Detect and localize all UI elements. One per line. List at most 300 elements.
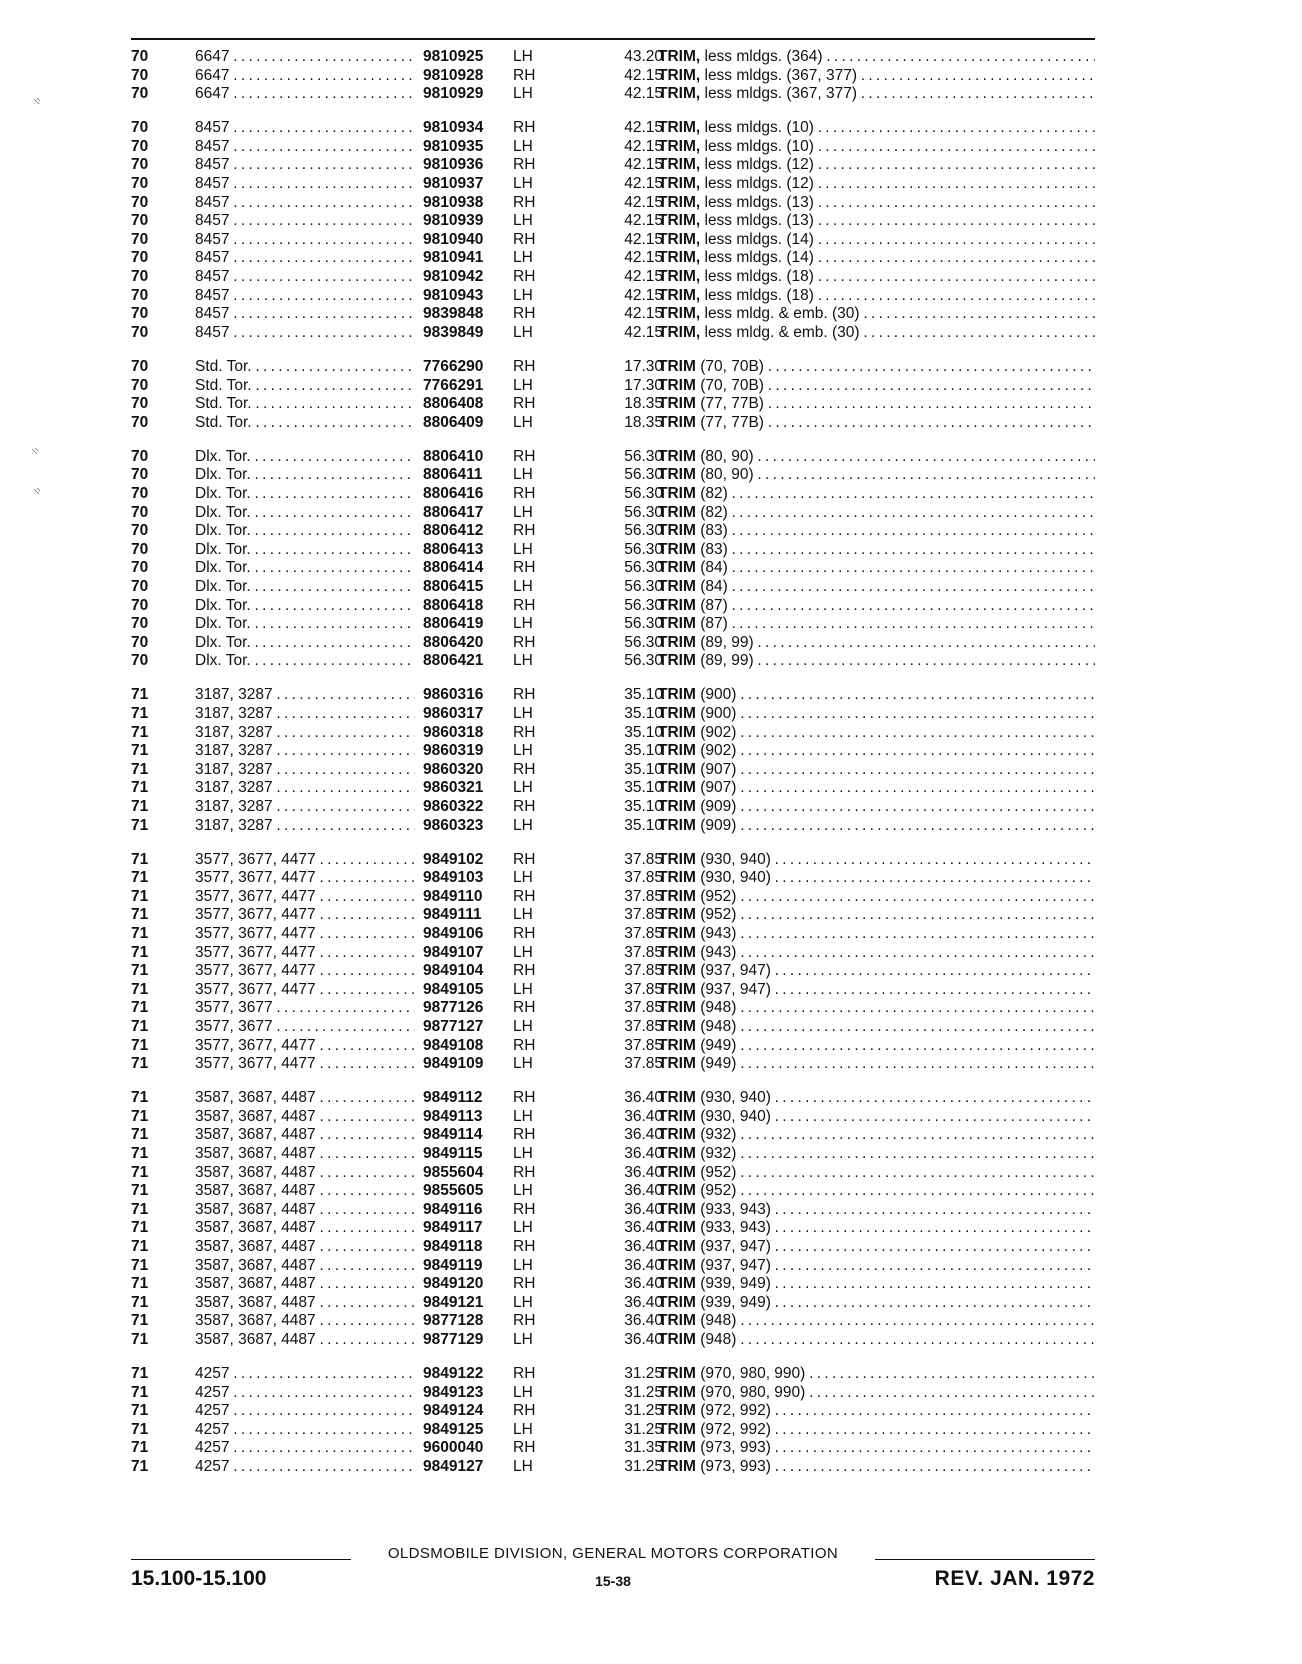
description-keyword: TRIM,: [658, 230, 701, 248]
description-keyword: TRIM: [658, 962, 696, 980]
price: 36.40: [624, 1089, 663, 1107]
price: 36.40: [624, 1107, 663, 1125]
part-number: 9860317: [423, 705, 484, 722]
model-numbers: 3187, 3287 . . .: [195, 686, 415, 705]
price: 37.85: [624, 999, 663, 1017]
model-numbers: 4257 . . .: [195, 1421, 415, 1440]
description-keyword: TRIM: [658, 686, 696, 704]
part-number: 8806410: [423, 447, 484, 465]
side: LH: [513, 1383, 533, 1401]
model-numbers: 3577, 3677 . . .: [195, 999, 415, 1018]
price: 36.40: [624, 1275, 663, 1293]
group-number: 71: [131, 1458, 149, 1476]
price: 42.15: [624, 230, 663, 248]
group-number: 70: [131, 577, 149, 595]
part-number: 9849125: [423, 1420, 484, 1438]
side: LH: [513, 577, 533, 595]
part-number: 9860322: [423, 797, 484, 815]
description-text: (943): [695, 925, 737, 943]
table-row: [131, 1219, 1095, 1238]
part-number: 8806415: [423, 577, 484, 595]
part-number: 9810925: [423, 48, 484, 65]
part-number: 9855604: [423, 1163, 484, 1181]
model-numbers: 8457 . . .: [195, 231, 415, 250]
group-number: 71: [131, 1420, 149, 1438]
model-numbers: 3577, 3677, 4477 . . .: [195, 888, 415, 907]
description-keyword: TRIM: [658, 850, 696, 868]
group-number: 71: [131, 1293, 149, 1311]
table-row: [131, 485, 1095, 504]
description-keyword: TRIM: [658, 1182, 696, 1200]
description: [658, 138, 1095, 157]
side: RH: [513, 686, 536, 704]
model-numbers: 8457 . . .: [195, 212, 415, 231]
description-text: less mldgs. (14): [700, 249, 814, 267]
description-keyword: TRIM: [658, 559, 696, 577]
description-text: (907): [695, 779, 737, 797]
description-keyword: TRIM: [658, 1458, 696, 1476]
part-number: 8806421: [423, 652, 484, 670]
side: RH: [513, 1238, 536, 1256]
model-numbers: Dlx. Tor. . . .: [195, 466, 415, 485]
description: [658, 448, 1095, 467]
table-row: [131, 1238, 1095, 1257]
price: 36.40: [624, 1182, 663, 1200]
part-number: 9849112: [423, 1089, 483, 1107]
model-numbers: 3187, 3287 . . .: [195, 724, 415, 743]
description-keyword: TRIM,: [658, 212, 701, 230]
model-numbers: 4257 . . .: [195, 1439, 415, 1458]
side: LH: [513, 413, 533, 431]
table-row: [131, 686, 1095, 705]
description-text: (900): [695, 686, 737, 704]
side: LH: [513, 540, 533, 558]
description: [658, 888, 1095, 907]
description-keyword: TRIM: [658, 503, 696, 521]
row-group: [131, 119, 1095, 342]
model-numbers: 4257 . . .: [195, 1384, 415, 1403]
description-keyword: TRIM: [658, 1312, 696, 1330]
model-numbers: 3587, 3687, 4487 . . .: [195, 1108, 415, 1127]
description: [658, 268, 1095, 287]
model-numbers: 3587, 3687, 4487 . . .: [195, 1275, 415, 1294]
table-row: [131, 1365, 1095, 1384]
table-row: [131, 1331, 1095, 1350]
description-keyword: TRIM: [658, 484, 696, 502]
price: 35.10: [624, 779, 663, 797]
part-number: 9810938: [423, 193, 484, 211]
side: RH: [513, 230, 536, 248]
table-row: [131, 414, 1095, 433]
model-numbers: Std. Tor. . . .: [195, 414, 415, 433]
price: 37.85: [624, 962, 663, 980]
description-text: (909): [695, 797, 737, 815]
description-text: less mldg. & emb. (30): [700, 305, 860, 323]
group-number: 70: [131, 286, 149, 304]
description-keyword: TRIM: [658, 1036, 696, 1054]
description-keyword: TRIM: [658, 1439, 696, 1457]
group-number: 70: [131, 395, 149, 413]
description: [658, 652, 1095, 671]
price: 31.25: [624, 1402, 663, 1420]
description-text: (937, 947): [695, 980, 771, 998]
top-rule: [131, 38, 1095, 40]
description-keyword: TRIM: [658, 577, 696, 595]
description: [658, 504, 1095, 523]
group-number: 71: [131, 1089, 149, 1107]
description-keyword: TRIM: [658, 980, 696, 998]
description: [658, 194, 1095, 213]
description: [658, 249, 1095, 268]
description-text: (902): [695, 742, 737, 760]
description: [658, 559, 1095, 578]
description-text: (932): [695, 1145, 737, 1163]
description-text: less mldgs. (10): [700, 119, 814, 137]
description: [658, 48, 1095, 67]
model-numbers: Dlx. Tor. . . .: [195, 597, 415, 616]
group-number: 71: [131, 1439, 149, 1457]
side: RH: [513, 119, 536, 137]
description-text: (952): [695, 887, 737, 905]
description: [658, 231, 1095, 250]
table-row: [131, 1164, 1095, 1183]
description-keyword: TRIM,: [658, 193, 701, 211]
description: [658, 705, 1095, 724]
model-numbers: 8457 . . .: [195, 305, 415, 324]
part-number: 9877127: [423, 1018, 484, 1035]
description-keyword: TRIM: [658, 540, 696, 558]
description: [658, 1219, 1095, 1238]
description: [658, 1182, 1095, 1201]
group-number: 71: [131, 1219, 149, 1237]
group-number: 70: [131, 249, 149, 267]
table-row: [131, 1275, 1095, 1294]
description-text: (937, 947): [695, 1256, 771, 1274]
table-row: [131, 67, 1095, 86]
model-numbers: Dlx. Tor. . . .: [195, 448, 415, 467]
description: [658, 851, 1095, 870]
table-row: [131, 798, 1095, 817]
description-keyword: TRIM: [658, 376, 696, 394]
side: RH: [513, 1439, 536, 1457]
description-keyword: TRIM: [658, 395, 696, 413]
part-number: 8806418: [423, 596, 484, 614]
price: 42.15: [624, 137, 663, 155]
description: [658, 1294, 1095, 1313]
table-row: [131, 1182, 1095, 1201]
part-number: 9877128: [423, 1312, 484, 1330]
description-keyword: TRIM: [658, 1219, 696, 1237]
description: [658, 1018, 1095, 1037]
description-keyword: TRIM,: [658, 305, 701, 323]
side: LH: [513, 48, 533, 65]
model-numbers: 3577, 3677, 4477 . . .: [195, 944, 415, 963]
part-number: 9810941: [423, 249, 484, 267]
description-text: (930, 940): [695, 1107, 771, 1125]
group-number: 71: [131, 1402, 149, 1420]
part-number: 8806413: [423, 540, 484, 558]
part-number: 9849104: [423, 962, 484, 980]
model-numbers: 8457 . . .: [195, 324, 415, 343]
price: 36.40: [624, 1219, 663, 1237]
description-keyword: TRIM: [658, 742, 696, 760]
table-row: [131, 817, 1095, 836]
price: 36.40: [624, 1126, 663, 1144]
description-keyword: TRIM: [658, 723, 696, 741]
description-keyword: TRIM: [658, 760, 696, 778]
description-text: (83): [695, 522, 728, 540]
model-numbers: 3187, 3287 . . .: [195, 742, 415, 761]
group-number: 70: [131, 633, 149, 651]
description-keyword: TRIM: [658, 596, 696, 614]
price: 35.10: [624, 723, 663, 741]
side: RH: [513, 999, 536, 1017]
side: LH: [513, 1055, 533, 1073]
table-row: [131, 358, 1095, 377]
description: [658, 761, 1095, 780]
group-number: 71: [131, 1256, 149, 1274]
group-number: 70: [131, 652, 149, 670]
group-number: 71: [131, 816, 149, 834]
table-row: [131, 1439, 1095, 1458]
description-keyword: TRIM: [658, 1107, 696, 1125]
model-numbers: Dlx. Tor. . . .: [195, 652, 415, 671]
group-number: 71: [131, 1018, 149, 1035]
group-number: 71: [131, 760, 149, 778]
group-number: 71: [131, 962, 149, 980]
description: [658, 981, 1095, 1000]
model-numbers: 8457 . . .: [195, 175, 415, 194]
part-number: 9600040: [423, 1439, 484, 1457]
table-row: [131, 761, 1095, 780]
model-numbers: 3187, 3287 . . .: [195, 798, 415, 817]
description: [658, 1402, 1095, 1421]
part-number: 9839848: [423, 305, 484, 323]
model-numbers: 3577, 3677 . . .: [195, 1018, 415, 1037]
description-keyword: TRIM: [658, 633, 696, 651]
side: RH: [513, 395, 536, 413]
model-numbers: 3587, 3687, 4487 . . .: [195, 1145, 415, 1164]
side: RH: [513, 797, 536, 815]
price: 36.40: [624, 1163, 663, 1181]
price: 42.15: [624, 85, 663, 103]
group-number: 70: [131, 522, 149, 540]
table-row: [131, 395, 1095, 414]
model-numbers: 4257 . . .: [195, 1365, 415, 1384]
model-numbers: 8457 . . .: [195, 249, 415, 268]
group-number: 71: [131, 1331, 149, 1348]
description: [658, 1145, 1095, 1164]
description-text: (70, 70B): [695, 376, 764, 394]
side: RH: [513, 1036, 536, 1054]
part-number: 9810942: [423, 268, 484, 286]
description-text: less mldgs. (12): [700, 175, 814, 193]
description-keyword: TRIM: [658, 779, 696, 797]
description: [658, 395, 1095, 414]
description: [658, 1164, 1095, 1183]
table-row: [131, 742, 1095, 761]
side: LH: [513, 1420, 533, 1438]
side: RH: [513, 596, 536, 614]
description-text: (948): [695, 1018, 737, 1035]
model-numbers: Dlx. Tor. . . .: [195, 541, 415, 560]
group-number: 70: [131, 540, 149, 558]
description-keyword: TRIM: [658, 1293, 696, 1311]
table-row: [131, 615, 1095, 634]
side: RH: [513, 962, 536, 980]
table-row: [131, 1421, 1095, 1440]
part-number: 9855605: [423, 1182, 484, 1200]
side: LH: [513, 652, 533, 670]
part-number: 8806417: [423, 503, 484, 521]
table-row: [131, 578, 1095, 597]
price: 31.35: [624, 1439, 663, 1457]
description-keyword: TRIM,: [658, 119, 701, 137]
group-number: 71: [131, 1163, 149, 1181]
model-numbers: 3587, 3687, 4487 . . .: [195, 1182, 415, 1201]
price: 56.30: [624, 522, 663, 540]
model-numbers: 3587, 3687, 4487 . . .: [195, 1126, 415, 1145]
group-number: 70: [131, 85, 149, 103]
table-row: [131, 138, 1095, 157]
model-numbers: 8457 . . .: [195, 287, 415, 306]
part-number: 9849123: [423, 1383, 484, 1401]
table-row: [131, 231, 1095, 250]
price: 42.15: [624, 286, 663, 304]
description-text: less mldgs. (367, 377): [700, 85, 857, 103]
side: LH: [513, 943, 533, 961]
side: LH: [513, 705, 533, 722]
price: 56.30: [624, 633, 663, 651]
group-number: 71: [131, 850, 149, 868]
description: [658, 1331, 1095, 1350]
price: 42.15: [624, 249, 663, 267]
description-keyword: TRIM,: [658, 66, 701, 84]
group-number: 70: [131, 413, 149, 431]
table-row: [131, 504, 1095, 523]
price: 31.25: [624, 1458, 663, 1476]
description-keyword: TRIM,: [658, 48, 701, 65]
table-row: [131, 851, 1095, 870]
description-text: (952): [695, 1182, 737, 1200]
side: RH: [513, 850, 536, 868]
description-text: (930, 940): [695, 1089, 771, 1107]
description-keyword: TRIM: [658, 999, 696, 1017]
description-keyword: TRIM: [658, 615, 696, 633]
description-text: (949): [695, 1036, 737, 1054]
model-numbers: Dlx. Tor. . . .: [195, 634, 415, 653]
description: [658, 1108, 1095, 1127]
group-number: 70: [131, 66, 149, 84]
group-number: 71: [131, 797, 149, 815]
price: 42.15: [624, 268, 663, 286]
side: RH: [513, 193, 536, 211]
price: 43.20: [624, 48, 663, 65]
model-numbers: Std. Tor. . . .: [195, 358, 415, 377]
table-row: [131, 724, 1095, 743]
table-row: [131, 156, 1095, 175]
part-number: 8806412: [423, 522, 484, 540]
footer-revision: REV. JAN. 1972: [934, 1567, 1095, 1590]
model-numbers: 3577, 3677, 4477 . . .: [195, 851, 415, 870]
row-group: [131, 48, 1095, 104]
side: LH: [513, 212, 533, 230]
price: 17.30: [624, 376, 663, 394]
side: RH: [513, 66, 536, 84]
description: [658, 67, 1095, 86]
price: 56.30: [624, 484, 663, 502]
side: LH: [513, 1107, 533, 1125]
description-keyword: TRIM: [658, 943, 696, 961]
side: LH: [513, 1018, 533, 1035]
description-text: (77, 77B): [695, 413, 764, 431]
price: 37.85: [624, 943, 663, 961]
description-keyword: TRIM: [658, 1275, 696, 1293]
part-number: 9860316: [423, 686, 484, 704]
side: RH: [513, 1365, 536, 1383]
price: 37.85: [624, 869, 663, 887]
group-number: 70: [131, 447, 149, 465]
part-number: 9849124: [423, 1402, 484, 1420]
group-number: 70: [131, 323, 149, 341]
description: [658, 1126, 1095, 1145]
side: RH: [513, 887, 536, 905]
table-row: [131, 1402, 1095, 1421]
part-number: 9810936: [423, 156, 484, 174]
description: [658, 522, 1095, 541]
price: 56.30: [624, 577, 663, 595]
side: LH: [513, 376, 533, 394]
description: [658, 1458, 1095, 1477]
description: [658, 634, 1095, 653]
description: [658, 869, 1095, 888]
description-text: (70, 70B): [695, 357, 764, 375]
description-text: (948): [695, 1331, 737, 1348]
description: [658, 1365, 1095, 1384]
description: [658, 541, 1095, 560]
group-number: 70: [131, 305, 149, 323]
part-number: 9849115: [423, 1145, 483, 1163]
table-row: [131, 377, 1095, 396]
price: 56.30: [624, 615, 663, 633]
description-keyword: TRIM: [658, 1420, 696, 1438]
side: LH: [513, 1331, 533, 1348]
description-text: (937, 947): [695, 962, 771, 980]
description-keyword: TRIM: [658, 906, 696, 924]
row-group: [131, 358, 1095, 432]
table-row: [131, 1089, 1095, 1108]
price: 42.15: [624, 323, 663, 341]
price: 37.85: [624, 887, 663, 905]
price: 36.40: [624, 1200, 663, 1218]
part-number: 8806419: [423, 615, 484, 633]
side: LH: [513, 779, 533, 797]
parts-catalog-table: [131, 48, 1095, 1492]
description-text: less mldg. & emb. (30): [700, 323, 860, 341]
footer-section-range: 15.100-15.100: [131, 1567, 267, 1590]
price: 42.15: [624, 156, 663, 174]
description-text: less mldgs. (13): [700, 212, 814, 230]
description-text: (77, 77B): [695, 395, 764, 413]
part-number: 9849108: [423, 1036, 484, 1054]
table-row: [131, 1257, 1095, 1276]
description: [658, 999, 1095, 1018]
description-text: (973, 993): [695, 1439, 771, 1457]
description: [658, 377, 1095, 396]
part-number: 9860323: [423, 816, 484, 834]
part-number: 9860318: [423, 723, 484, 741]
model-numbers: Dlx. Tor. . . .: [195, 504, 415, 523]
